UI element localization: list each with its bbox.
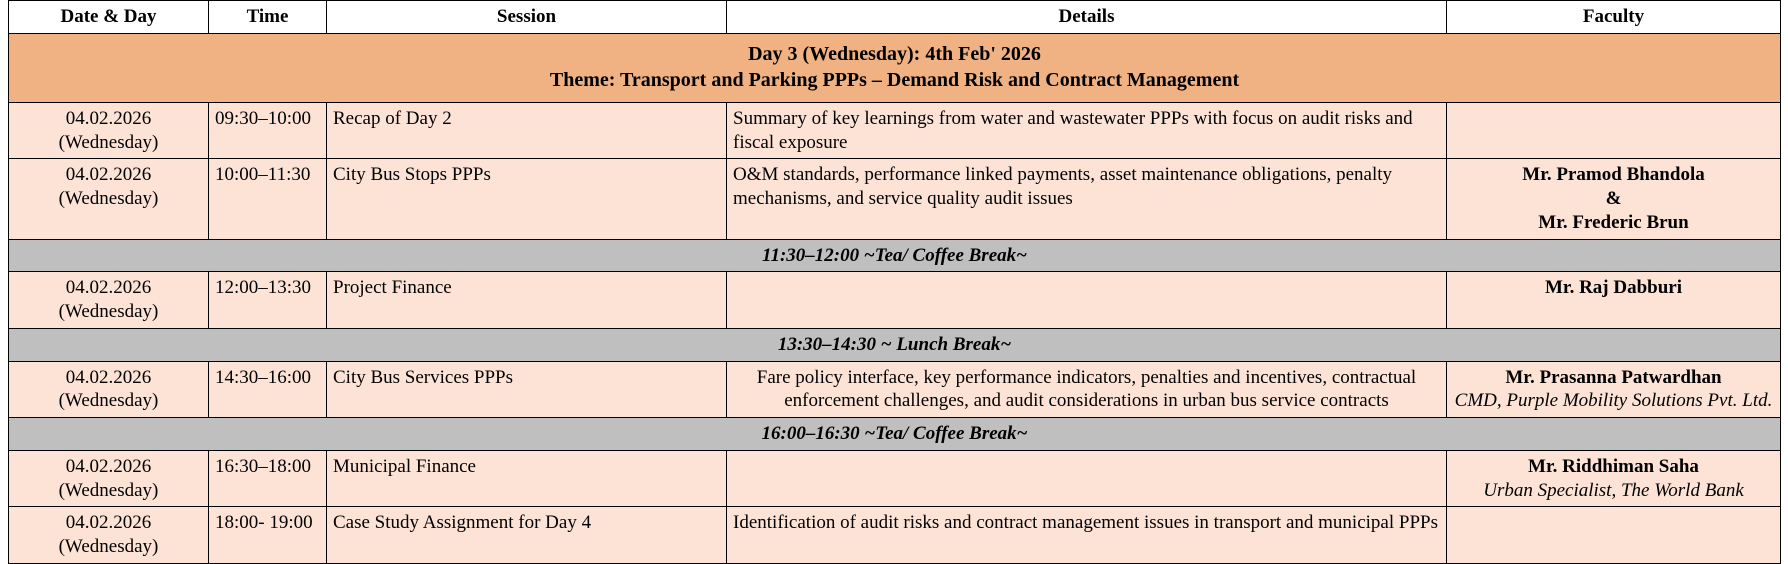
- day-banner-theme: Theme: Transport and Parking PPPs – Demand Risk and Contract Management: [549, 68, 1240, 91]
- cell-time: 18:00- 19:00: [209, 507, 327, 564]
- cell-date: [9, 272, 209, 329]
- date-value: 04.02.2026: [65, 455, 152, 477]
- day-banner-cell: [9, 33, 1781, 102]
- cell-date: [9, 361, 209, 418]
- table-row: [9, 450, 1781, 507]
- day-value: (Wednesday): [58, 131, 159, 153]
- cell-faculty: [1447, 159, 1781, 239]
- cell-session: City Bus Services PPPs: [327, 361, 727, 418]
- day-banner-row: [9, 33, 1781, 102]
- cell-time: 09:30–10:00: [209, 102, 327, 159]
- cell-details: [727, 450, 1447, 507]
- cell-details: Identification of audit risks and contract management issues in transport and municipal PPPs: [727, 507, 1447, 564]
- table-row: [9, 272, 1781, 329]
- table-row: [9, 507, 1781, 564]
- faculty-name: Mr. Pramod Bhandola: [1522, 164, 1705, 186]
- column-header-session: Session: [327, 1, 727, 34]
- table-row: [9, 102, 1781, 159]
- column-header-details: Details: [727, 1, 1447, 34]
- cell-faculty: [1447, 102, 1781, 159]
- break-label: 16:00–16:30 ~Tea/ Coffee Break~: [9, 418, 1781, 451]
- cell-faculty: [1447, 450, 1781, 507]
- column-header-time: Time: [209, 1, 327, 34]
- faculty-name: Mr. Raj Dabburi: [1544, 277, 1683, 299]
- faculty-designation: Urban Specialist, The World Bank: [1483, 479, 1744, 501]
- cell-time: 14:30–16:00: [209, 361, 327, 418]
- day-value: (Wednesday): [58, 479, 159, 501]
- cell-session: City Bus Stops PPPs: [327, 159, 727, 239]
- break-label: 13:30–14:30 ~ Lunch Break~: [9, 328, 1781, 361]
- date-value: 04.02.2026: [65, 512, 152, 534]
- table-row: [9, 361, 1781, 418]
- faculty-name: Mr. Prasanna Patwardhan: [1505, 366, 1722, 388]
- date-value: 04.02.2026: [65, 107, 152, 129]
- cell-details: [727, 272, 1447, 329]
- column-header-faculty: Faculty: [1447, 1, 1781, 34]
- cell-faculty: [1447, 361, 1781, 418]
- date-value: 04.02.2026: [65, 277, 152, 299]
- date-value: 04.02.2026: [65, 164, 152, 186]
- faculty-name: &: [1605, 188, 1622, 209]
- day-value: (Wednesday): [58, 390, 159, 412]
- cell-details: Fare policy interface, key performance indicators, penalties and incentives, contractual enforcement challenges, and audit considerations in urban bus service contracts: [727, 361, 1447, 418]
- date-value: 04.02.2026: [65, 366, 152, 388]
- cell-faculty: [1447, 507, 1781, 564]
- day-value: (Wednesday): [58, 188, 159, 209]
- break-label: 11:30–12:00 ~Tea/ Coffee Break~: [9, 239, 1781, 272]
- break-row: [9, 239, 1781, 272]
- cell-details: Summary of key learnings from water and wastewater PPPs with focus on audit risks and fiscal exposure: [727, 102, 1447, 159]
- cell-details: O&M standards, performance linked payments, asset maintenance obligations, penalty mechanisms, and service quality audit issues: [727, 159, 1447, 239]
- table-body: [9, 33, 1781, 563]
- day-value: (Wednesday): [58, 536, 159, 557]
- column-header-date: Date & Day: [9, 1, 209, 34]
- faculty-designation: CMD, Purple Mobility Solutions Pvt. Ltd.: [1454, 390, 1773, 412]
- cell-session: Case Study Assignment for Day 4: [327, 507, 727, 564]
- cell-date: [9, 102, 209, 159]
- cell-time: 10:00–11:30: [209, 159, 327, 239]
- cell-session: Recap of Day 2: [327, 102, 727, 159]
- cell-date: [9, 159, 209, 239]
- schedule-table: [8, 0, 1781, 564]
- cell-session: Project Finance: [327, 272, 727, 329]
- table-header: [9, 1, 1781, 34]
- faculty-name: Mr. Frederic Brun: [1538, 211, 1689, 233]
- cell-faculty: [1447, 272, 1781, 329]
- cell-time: 12:00–13:30: [209, 272, 327, 329]
- table-row: [9, 159, 1781, 239]
- break-row: [9, 328, 1781, 361]
- faculty-name: Mr. Riddhiman Saha: [1528, 455, 1699, 477]
- cell-date: [9, 507, 209, 564]
- header-row: [9, 1, 1781, 34]
- cell-date: [9, 450, 209, 507]
- day-value: (Wednesday): [58, 301, 159, 322]
- cell-session: Municipal Finance: [327, 450, 727, 507]
- cell-time: 16:30–18:00: [209, 450, 327, 507]
- break-row: [9, 418, 1781, 451]
- day-banner-title: Day 3 (Wednesday): 4th Feb' 2026: [748, 42, 1041, 65]
